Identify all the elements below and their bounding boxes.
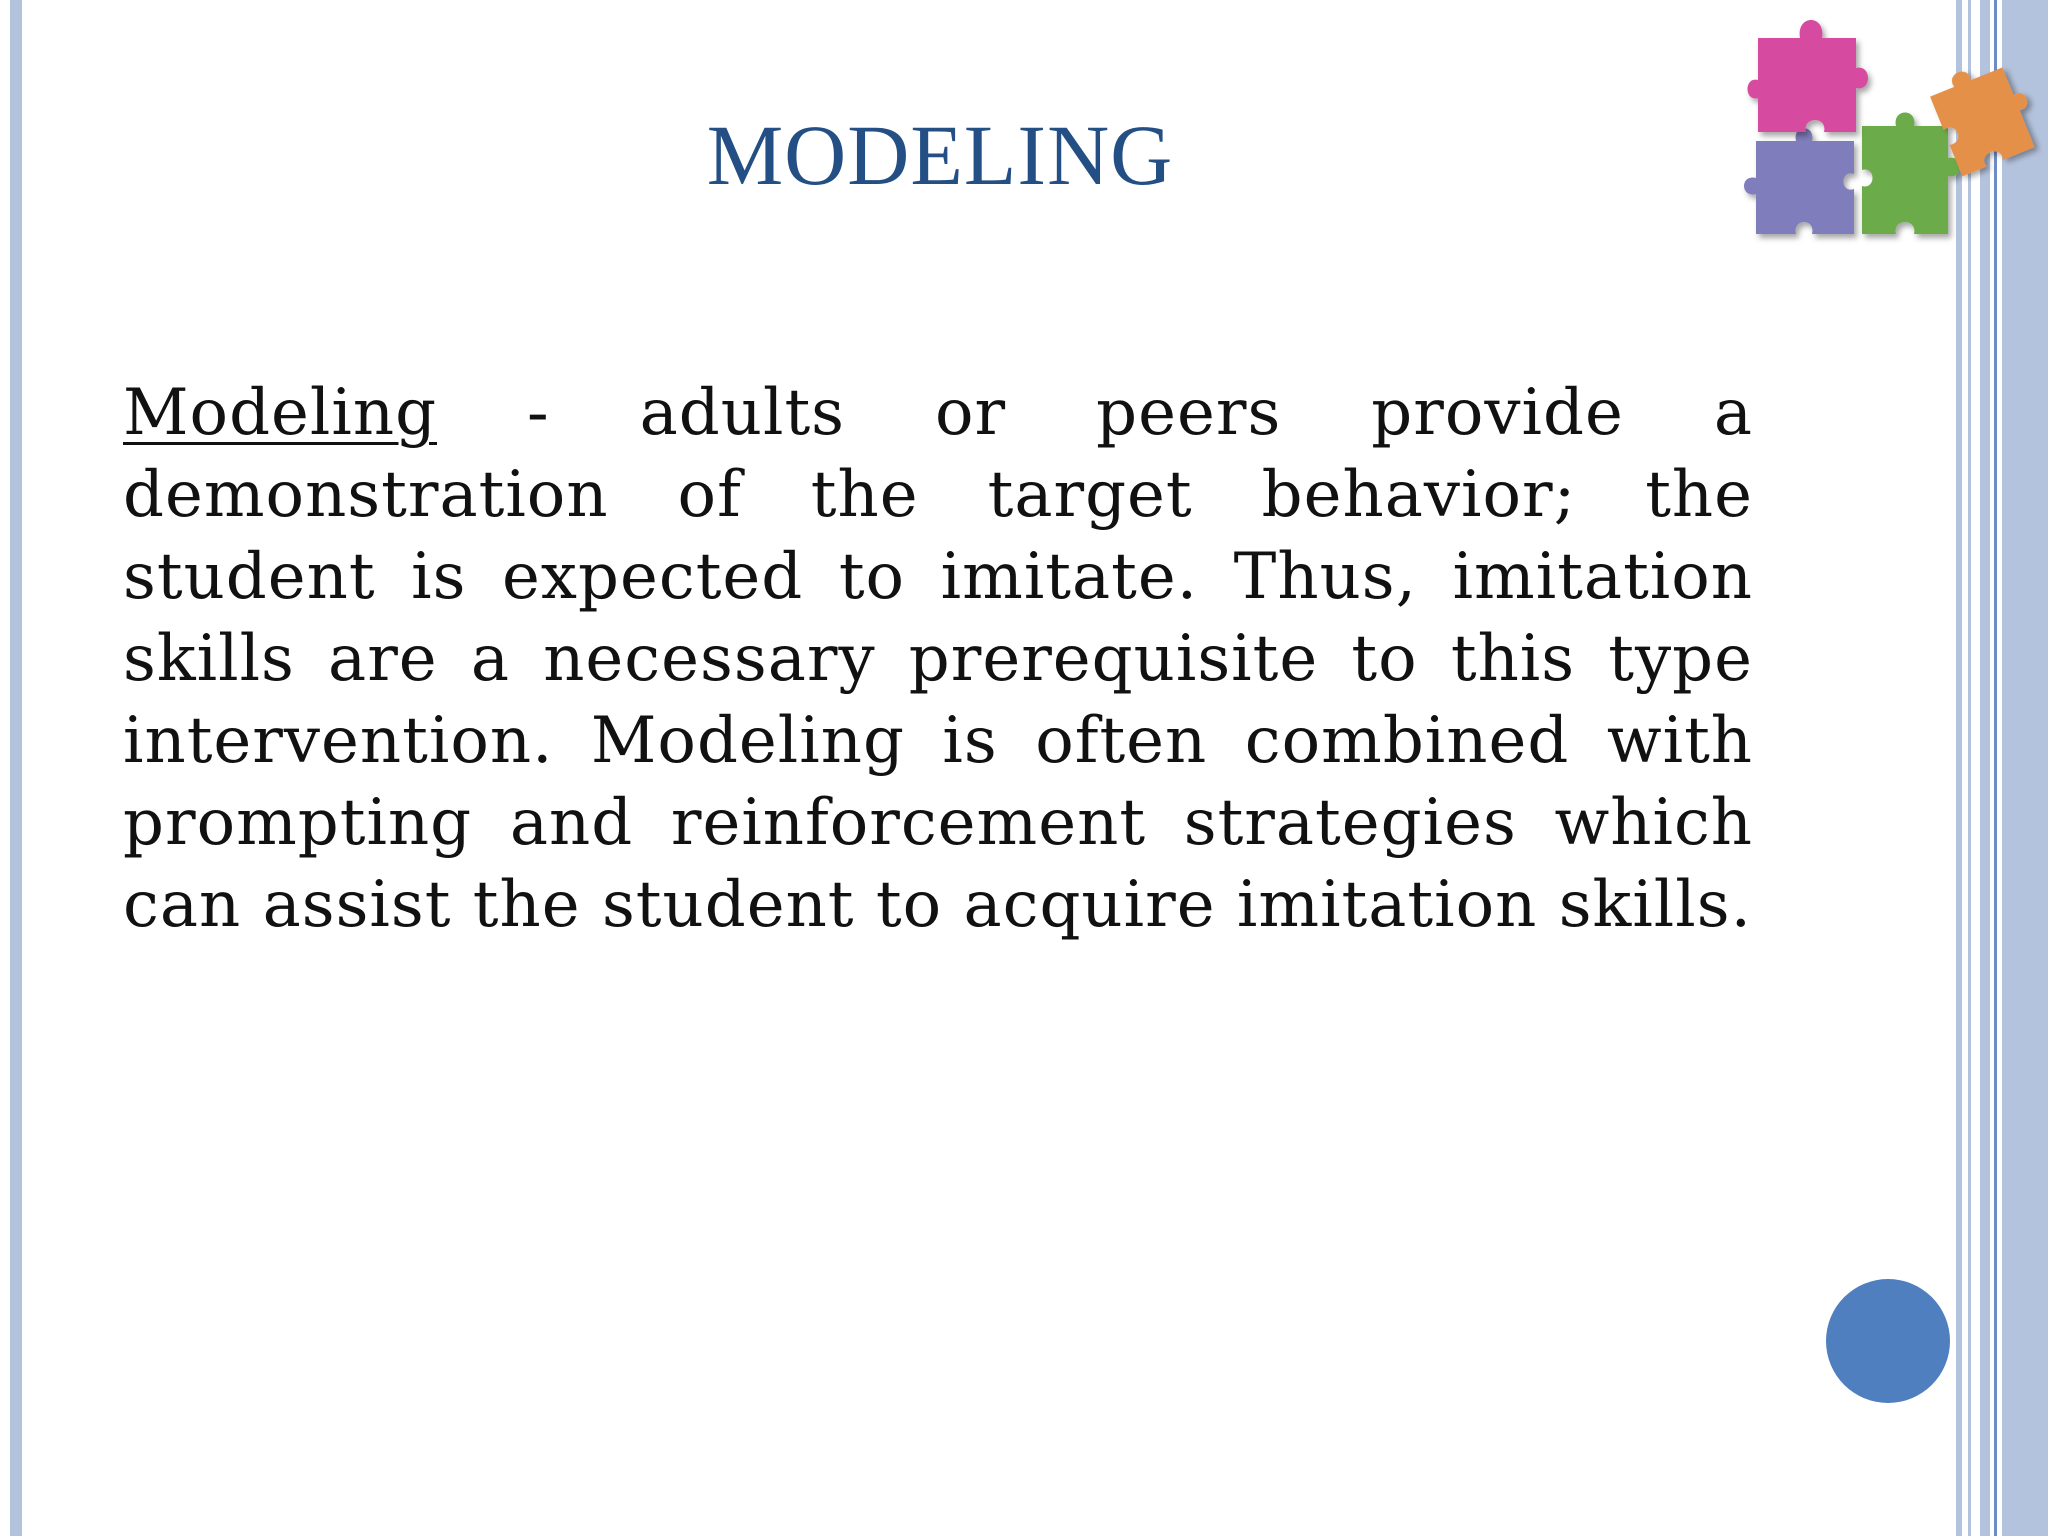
body-definition: - adults or peers provide a demonstration of the target behavior; the student is expected to imitate. Thus, imitation skills are a necessary prerequisite to this type intervention. Modeling is often combined with prompting and reinforcement strategies which can assist the student to acquire imitation skills. [123,376,1753,942]
left-border-bar [10,0,22,1536]
slide-body [123,372,1753,946]
circle-icon [1826,1279,1950,1403]
term-underlined: Modeling [123,376,438,450]
slide-title: MODELING [706,107,1174,203]
